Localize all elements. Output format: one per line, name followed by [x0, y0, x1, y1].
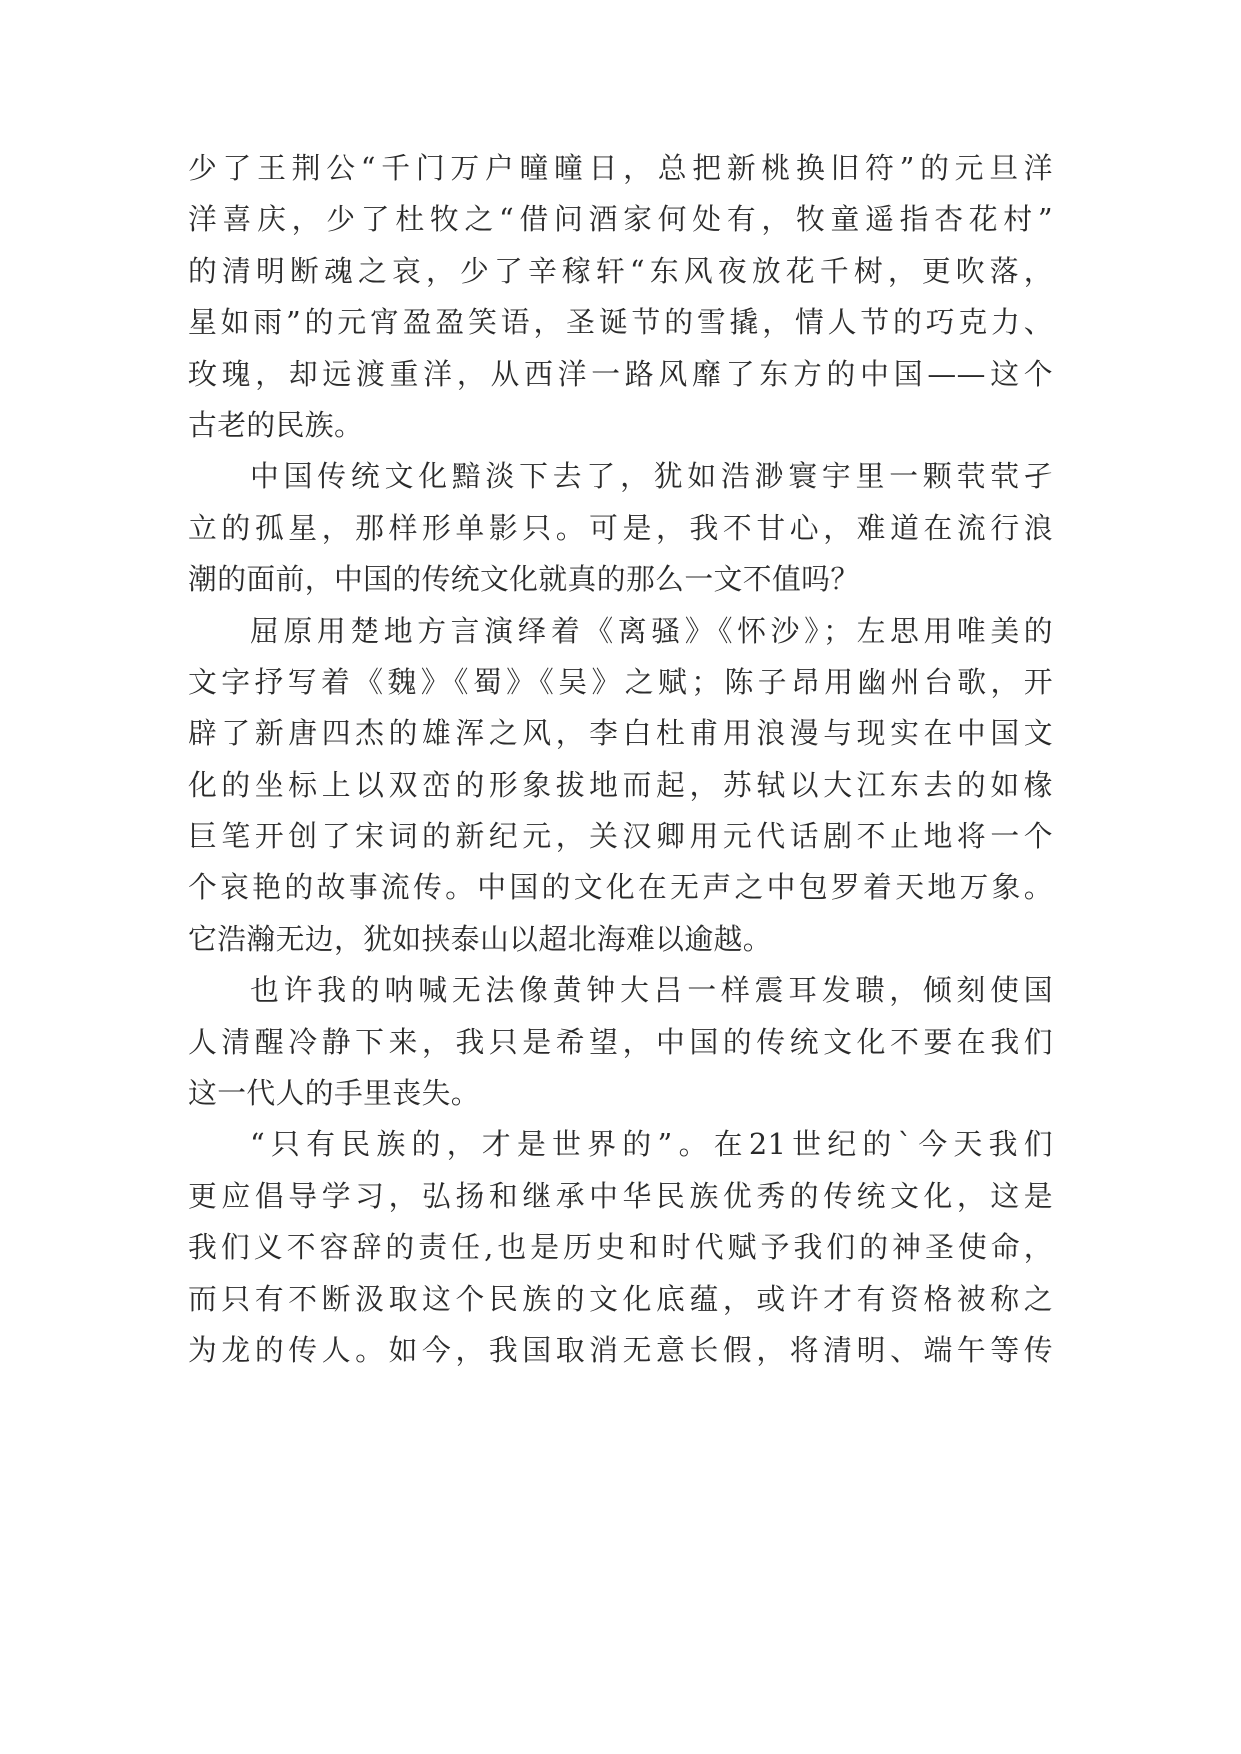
text-line: 星如雨”的元宵盈盈笑语，圣诞节的雪撬，情人节的巧克力、 — [188, 305, 1053, 340]
text-line: 辟了新唐四杰的雄浑之风，李白杜甫用浪漫与现实在中国文 — [188, 716, 1053, 751]
text-line: 潮的面前，中国的传统文化就真的那么一文不值吗？ — [188, 562, 860, 597]
text-line: 它浩瀚无边，犹如挟泰山以超北海难以逾越。 — [188, 921, 772, 956]
text-line: 化的坐标上以双峦的形象拔地而起，苏轼以大江东去的如椽 — [188, 767, 1053, 802]
text-line: 玫瑰，却远渡重洋，从西洋一路风靡了东方的中国——这个 — [188, 356, 1053, 391]
text-line: 文字抒写着《魏》《蜀》《吴》之赋；陈子昂用幽州台歌，开 — [188, 664, 1053, 699]
text-line: 巨笔开创了宋词的新纪元，关汉卿用元代话剧不止地将一个 — [188, 819, 1053, 854]
text-line: 屈原用楚地方言演绎着《离骚》《怀沙》；左思用唯美的 — [250, 613, 1053, 648]
text-line: 少了王荆公“千门万户曈曈日，总把新桃换旧符”的元旦洋 — [188, 151, 1053, 185]
text-line: 而只有不断汲取这个民族的文化底蕴，或许才有资格被称之 — [188, 1281, 1053, 1316]
text-line: 的清明断魂之哀，少了辛稼轩“东风夜放花千树，更吹落， — [188, 253, 1053, 288]
text-line: 人清醒冷静下来，我只是希望，中国的传统文化不要在我们 — [188, 1024, 1053, 1059]
text-line: 立的孤星，那样形单影只。可是，我不甘心，难道在流行浪 — [188, 510, 1053, 545]
text-line: 也许我的呐喊无法像黄钟大吕一样震耳发聩，倾刻使国 — [250, 973, 1053, 1008]
text-line: 个哀艳的故事流传。中国的文化在无声之中包罗着天地万象。 — [188, 870, 1053, 905]
text-line: 中国传统文化黯淡下去了，犹如浩渺寰宇里一颗茕茕孑 — [250, 459, 1053, 494]
text-line: 我们义不容辞的责任,也是历史和时代赋予我们的神圣使命， — [188, 1230, 1053, 1265]
text-line: 古老的民族。 — [188, 407, 364, 442]
text-line: 这一代人的手里丧失。 — [188, 1076, 480, 1111]
text-line: “只有民族的，才是世界的”。在21世纪的`今天我们 — [250, 1127, 1053, 1162]
text-line: 洋喜庆，少了杜牧之“借问酒家何处有，牧童遥指杏花村” — [188, 202, 1053, 237]
document-body — [188, 143, 1053, 1623]
text-line: 更应倡导学习，弘扬和继承中华民族优秀的传统文化，这是 — [188, 1178, 1053, 1213]
text-line: 为龙的传人。如今，我国取消无意长假，将清明、端午等传 — [188, 1332, 1053, 1367]
